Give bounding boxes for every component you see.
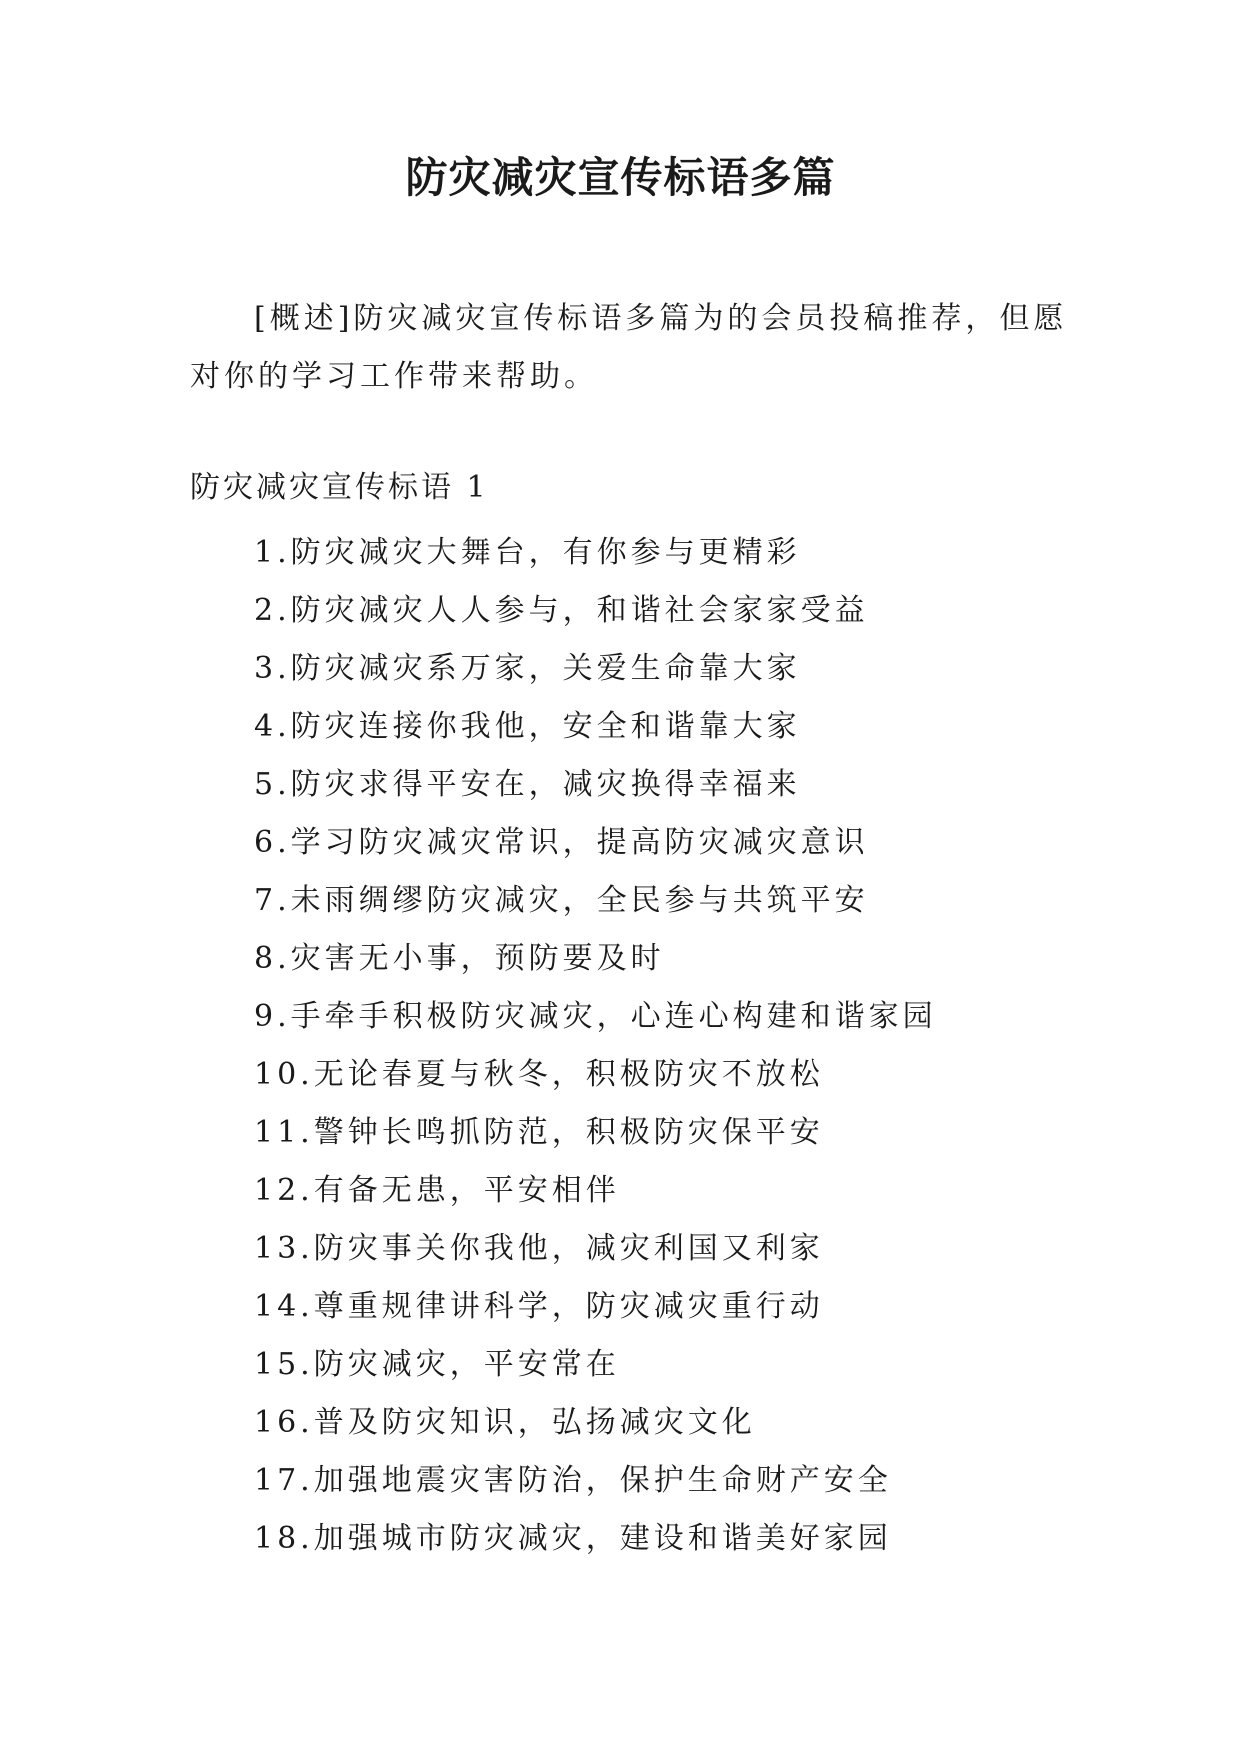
list-item: 10.无论春夏与秋冬，积极防灾不放松 xyxy=(254,1057,824,1092)
list-item: 15.防灾减灾，平安常在 xyxy=(254,1347,620,1382)
summary-paragraph: [概述]防灾减灾宣传标语多篇为的会员投稿推荐，但愿对你的学习工作带来帮助。 xyxy=(190,301,1068,394)
list-item: 12.有备无患，平安相伴 xyxy=(254,1173,620,1208)
list-item: 8.灾害无小事，预防要及时 xyxy=(254,941,665,976)
list-item: 14.尊重规律讲科学，防灾减灾重行动 xyxy=(254,1289,824,1324)
list-item: 1.防灾减灾大舞台，有你参与更精彩 xyxy=(254,535,801,570)
list-item: 3.防灾减灾系万家，关爱生命靠大家 xyxy=(254,651,801,686)
list-item: 18.加强城市防灾减灾，建设和谐美好家园 xyxy=(254,1521,892,1556)
slogan-list xyxy=(254,524,937,1568)
list-item: 9.手牵手积极防灾减灾，心连心构建和谐家园 xyxy=(254,999,937,1034)
list-item: 16.普及防灾知识，弘扬减灾文化 xyxy=(254,1405,756,1440)
list-item: 17.加强地震灾害防治，保护生命财产安全 xyxy=(254,1463,892,1498)
list-item: 11.警钟长鸣抓防范，积极防灾保平安 xyxy=(254,1115,824,1150)
list-item: 4.防灾连接你我他，安全和谐靠大家 xyxy=(254,709,801,744)
section-heading: 防灾减灾宣传标语 1 xyxy=(190,470,489,505)
document-title: 防灾减灾宣传标语多篇 xyxy=(405,153,836,202)
list-item: 6.学习防灾减灾常识，提高防灾减灾意识 xyxy=(254,825,869,860)
list-item: 2.防灾减灾人人参与，和谐社会家家受益 xyxy=(254,593,869,628)
list-item: 13.防灾事关你我他，减灾利国又利家 xyxy=(254,1231,824,1266)
list-item: 7.未雨绸缪防灾减灾，全民参与共筑平安 xyxy=(254,883,869,918)
list-item: 5.防灾求得平安在，减灾换得幸福来 xyxy=(254,767,801,802)
